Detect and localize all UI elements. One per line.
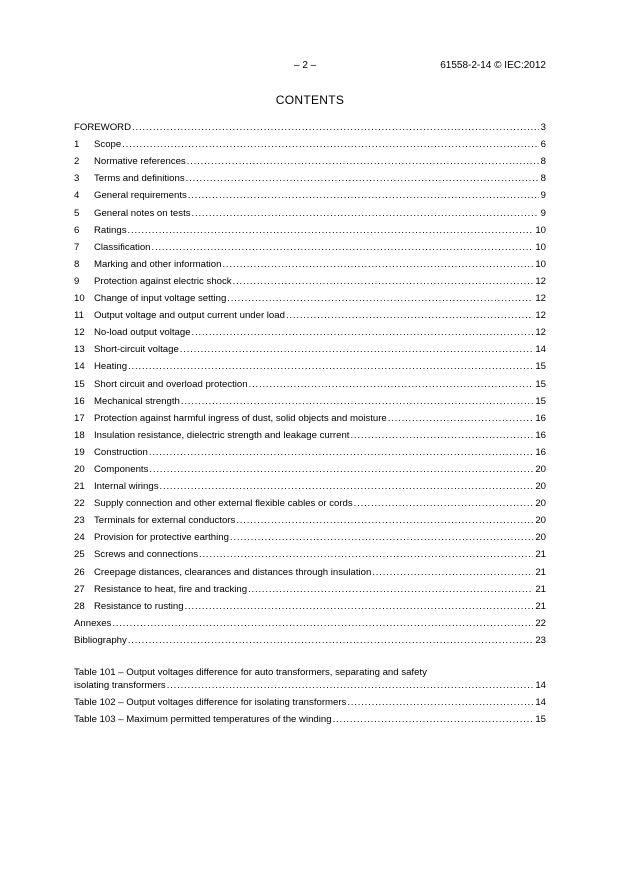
toc-entry[interactable] <box>74 151 546 168</box>
toc-entry-title: Scope <box>94 139 122 151</box>
dot-leader <box>222 258 533 271</box>
dot-leader <box>181 395 533 408</box>
toc-entry-number: 9 <box>74 275 80 287</box>
dot-leader <box>112 617 533 630</box>
toc-entry-page: 15 <box>535 378 546 390</box>
toc-entry-page: 23 <box>535 634 546 646</box>
dot-leader <box>236 514 533 527</box>
toc-entry-title: Construction <box>94 446 148 458</box>
toc-entry-number: 11 <box>74 310 84 322</box>
dot-leader <box>227 292 533 305</box>
table-102-entry[interactable] <box>74 692 546 709</box>
toc-entry-page: 20 <box>535 515 546 527</box>
toc-entry[interactable] <box>74 561 546 578</box>
dot-leader <box>188 189 539 202</box>
toc-entry-page: 12 <box>535 310 546 322</box>
toc-entry-title: Terms and definitions <box>94 173 185 185</box>
toc-entry-title: Screws and connections <box>94 549 198 561</box>
toc-entry-page: 20 <box>535 481 546 493</box>
toc-entry-title: Marking and other information <box>94 258 222 270</box>
toc-entry[interactable] <box>74 579 546 596</box>
toc-entry-number: 15 <box>74 378 85 390</box>
toc-entry-title: Supply connection and other external flexible cables or cords <box>94 498 353 510</box>
page-number: – 2 – <box>294 60 317 71</box>
list-of-tables <box>74 666 546 726</box>
dot-leader <box>132 121 539 134</box>
toc-entry[interactable] <box>74 630 546 647</box>
dot-leader <box>192 326 534 339</box>
toc-entry[interactable] <box>74 596 546 613</box>
table-101-label-cont: isolating transformers <box>74 680 166 691</box>
toc-entry-title: Terminals for external conductors <box>94 515 236 527</box>
dot-leader <box>128 224 534 237</box>
toc-entry[interactable] <box>74 134 546 151</box>
toc-entry-title: Components <box>94 463 149 475</box>
toc-entry-number: 14 <box>74 361 85 373</box>
toc-entry-page: 15 <box>535 395 546 407</box>
toc-entry[interactable] <box>74 168 546 185</box>
toc-entry-number: 2 <box>74 156 80 168</box>
dot-leader <box>160 480 534 493</box>
toc-entry-title: Mechanical strength <box>94 395 180 407</box>
toc-entry[interactable] <box>74 408 546 425</box>
toc-entry-title: Protection against electric shock <box>94 275 232 287</box>
toc-entry-number: 18 <box>74 429 85 441</box>
dot-leader <box>350 429 533 442</box>
toc-entry-page: 10 <box>535 258 546 270</box>
toc-entry-page: 9 <box>540 190 546 202</box>
dot-leader <box>152 241 534 254</box>
dot-leader <box>249 378 534 391</box>
toc-entry-page: 21 <box>535 583 546 595</box>
toc-entry[interactable] <box>74 442 546 459</box>
contents-title: CONTENTS <box>275 93 345 107</box>
toc-entry-page: 16 <box>535 446 546 458</box>
toc-entry[interactable] <box>74 527 546 544</box>
toc-entry-title: Change of input voltage setting <box>94 293 227 305</box>
dot-leader <box>167 679 534 692</box>
toc-entry-number: 10 <box>74 293 85 305</box>
toc-entry-number: 5 <box>74 207 80 219</box>
toc-entry[interactable] <box>74 373 546 390</box>
toc-entry[interactable] <box>74 613 546 630</box>
toc-entry-number: 7 <box>74 241 80 253</box>
toc-entry-page: 21 <box>535 600 546 612</box>
toc-entry-number: 27 <box>74 583 85 595</box>
toc-entry-page: 21 <box>535 549 546 561</box>
toc-entry-number: 17 <box>74 412 85 424</box>
dot-leader <box>186 172 539 185</box>
toc-entry-number: 20 <box>74 463 85 475</box>
dot-leader <box>149 446 533 459</box>
toc-entry[interactable] <box>74 237 546 254</box>
toc-entry[interactable] <box>74 202 546 219</box>
toc-entry-number: 12 <box>74 327 85 339</box>
toc-entry-page: 12 <box>535 275 546 287</box>
toc-entry-page: 15 <box>535 361 546 373</box>
toc-entry-number: 19 <box>74 446 85 458</box>
toc-entry-page: 9 <box>540 207 546 219</box>
toc-entry-title: Insulation resistance, dielectric strength and leakage current <box>94 429 350 441</box>
toc-entry[interactable] <box>74 356 546 373</box>
toc-entry-number: 23 <box>74 515 85 527</box>
toc-entry-title: Short-circuit voltage <box>94 344 179 356</box>
table-103-label: Table 103 – Maximum permitted temperatures of the winding <box>74 714 332 726</box>
dot-leader <box>180 343 534 356</box>
dot-leader <box>128 634 534 647</box>
toc-entry-number: 1 <box>74 139 80 151</box>
toc-entry[interactable] <box>74 254 546 271</box>
toc-entry-page: 20 <box>535 532 546 544</box>
toc-entry-number: 24 <box>74 532 85 544</box>
toc-entry-page: 20 <box>535 463 546 475</box>
toc-entry-title: Protection against harmful ingress of dust, solid objects and moisture <box>94 412 387 424</box>
toc-entry[interactable] <box>74 510 546 527</box>
page-header <box>0 60 620 74</box>
toc-entry-number: 21 <box>74 481 85 493</box>
toc-entry-title: Bibliography <box>74 634 127 646</box>
toc-entry-title: Normative references <box>94 156 186 168</box>
toc-entry-page: 21 <box>535 566 546 578</box>
toc-entry-page: 10 <box>535 224 546 236</box>
toc-entry-number: 16 <box>74 395 85 407</box>
toc-entry[interactable] <box>74 391 546 408</box>
toc-entry-page: 12 <box>535 293 546 305</box>
toc-entry[interactable] <box>74 271 546 288</box>
toc-entry-number: 8 <box>74 258 80 270</box>
dot-leader <box>372 566 533 579</box>
toc-entry-page: 3 <box>540 122 546 134</box>
toc-entry[interactable] <box>74 288 546 305</box>
toc-entry-number: 13 <box>74 344 85 356</box>
toc-entry-page: 16 <box>535 429 546 441</box>
table-101-page: 14 <box>535 680 546 691</box>
toc-entry[interactable] <box>74 220 546 237</box>
toc-entry-title: Annexes <box>74 617 112 629</box>
dot-leader <box>233 275 534 288</box>
toc-entry-number: 6 <box>74 224 80 236</box>
toc-entry-page: 6 <box>540 139 546 151</box>
toc-entry[interactable] <box>74 425 546 442</box>
dot-leader <box>122 138 538 151</box>
toc-entry-title: Resistance to heat, fire and tracking <box>94 583 248 595</box>
toc-entry[interactable] <box>74 117 546 134</box>
toc-entry-title: Classification <box>94 241 151 253</box>
dot-leader <box>185 600 534 613</box>
toc-entry[interactable] <box>74 476 546 493</box>
toc-entry[interactable] <box>74 322 546 339</box>
toc-entry-number: 25 <box>74 549 85 561</box>
toc-entry-title: Output voltage and output current under load <box>94 310 285 322</box>
toc-entry[interactable] <box>74 185 546 202</box>
toc-entry-title: Heating <box>94 361 128 373</box>
dot-leader <box>149 463 533 476</box>
toc-entry-title: Short circuit and overload protection <box>94 378 248 390</box>
toc-entry-title: General notes on tests <box>94 207 191 219</box>
toc-entry-page: 10 <box>535 241 546 253</box>
toc-entry-title: Internal wirings <box>94 481 159 493</box>
toc-entry-number: 3 <box>74 173 80 185</box>
table-103-entry[interactable] <box>74 709 546 726</box>
toc-entry-title: Ratings <box>94 224 127 236</box>
dot-leader <box>187 155 539 168</box>
table-101-entry-line2[interactable] <box>74 679 546 692</box>
toc-entry-page: 12 <box>535 327 546 339</box>
toc-entry[interactable] <box>74 493 546 510</box>
toc-entry-number: 26 <box>74 566 85 578</box>
table-101-entry-line1[interactable]: Table 101 – Output voltages difference for auto transformers, separating and safety <box>74 667 427 678</box>
toc-entry-page: 8 <box>540 173 546 185</box>
toc-entry-title: FOREWORD <box>74 122 132 134</box>
toc-entry-title: Provision for protective earthing <box>94 532 229 544</box>
toc-entry-page: 16 <box>535 412 546 424</box>
toc-entry-page: 8 <box>540 156 546 168</box>
dot-leader <box>354 497 534 510</box>
document-id: 61558-2-14 © IEC:2012 <box>440 60 546 71</box>
dot-leader <box>230 531 533 544</box>
toc-entry[interactable] <box>74 544 546 561</box>
table-102-label: Table 102 – Output voltages difference for isolating transformers <box>74 697 347 709</box>
toc-entry-title: Creepage distances, clearances and distances through insulation <box>94 566 372 578</box>
dot-leader <box>347 696 533 709</box>
toc-entry[interactable] <box>74 305 546 322</box>
toc-entry[interactable] <box>74 459 546 476</box>
toc-entry-page: 20 <box>535 498 546 510</box>
dot-leader <box>199 548 533 561</box>
dot-leader <box>333 713 534 726</box>
toc-entry-title: No-load output voltage <box>94 327 191 339</box>
toc-entry-page: 22 <box>535 617 546 629</box>
toc-entry-title: Resistance to rusting <box>94 600 184 612</box>
toc-entry-title: General requirements <box>94 190 187 202</box>
dot-leader <box>248 583 533 596</box>
toc-entry-number: 4 <box>74 190 80 202</box>
dot-leader <box>388 412 534 425</box>
table-103-page: 15 <box>535 714 546 726</box>
dot-leader <box>128 360 533 373</box>
toc-entry-number: 28 <box>74 600 85 612</box>
dot-leader <box>192 207 539 220</box>
table-102-page: 14 <box>535 697 546 709</box>
toc-entry-page: 14 <box>535 344 546 356</box>
dot-leader <box>286 309 533 322</box>
table-of-contents <box>74 117 546 647</box>
toc-entry[interactable] <box>74 339 546 356</box>
toc-entry-number: 22 <box>74 498 85 510</box>
